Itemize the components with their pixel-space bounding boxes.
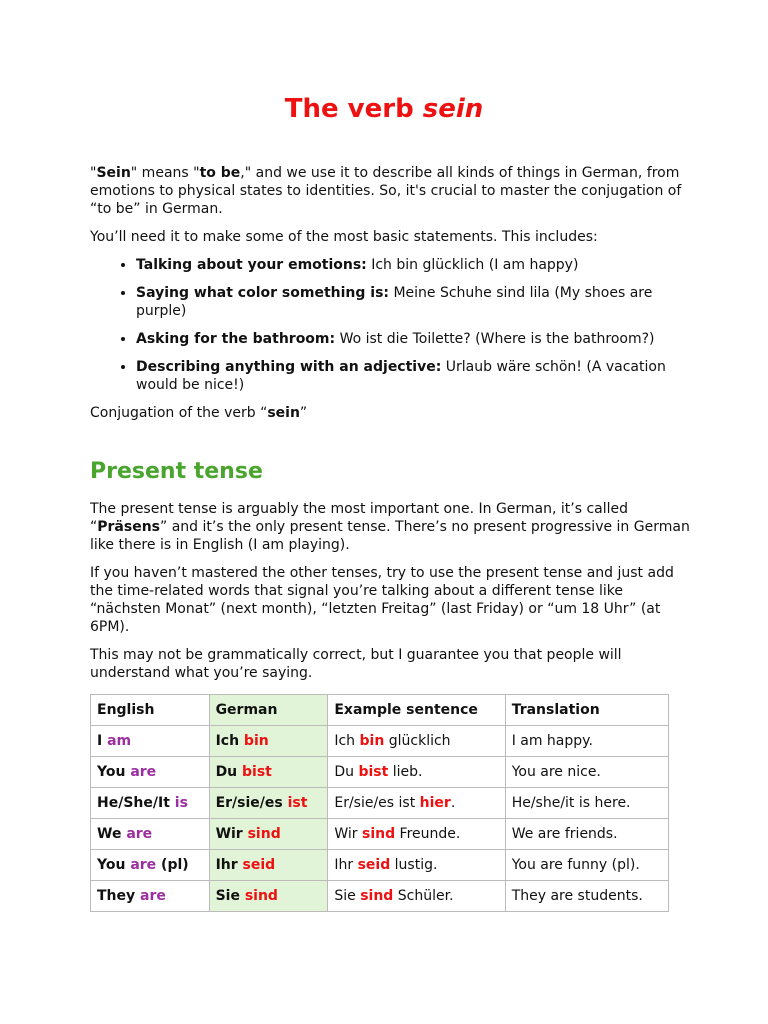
cell-example (328, 881, 505, 912)
intro-sein: Sein (96, 165, 131, 181)
list-item-text: Wo ist die Toilette? (Where is the bathroom?) (335, 331, 655, 347)
cell-english (91, 819, 210, 850)
cell-english (91, 850, 210, 881)
table-row (91, 757, 669, 788)
list-item (136, 256, 690, 274)
p3-b: ” and it’s the only present tense. There’s no present progressive in German like there is in English (I am playing). (90, 519, 690, 553)
example-end: Schüler. (393, 888, 454, 904)
header-translation: Translation (505, 695, 668, 726)
statements-paragraph: You’ll need it to make some of the most basic statements. This includes: (90, 229, 598, 245)
intro-rest: ," and we use it to describe all kinds of things in German, from emotions to physical states to identities. So, it's crucial to master the conjugation of “to be” in German. (90, 165, 682, 217)
list-item (136, 330, 690, 348)
header-example: Example sentence (328, 695, 505, 726)
conj-pre: Conjugation of the verb “ (90, 405, 268, 421)
p3-praesens: Präsens (97, 519, 161, 535)
german-verb: bin (243, 733, 269, 749)
german-verb: bist (242, 764, 272, 780)
cell-translation: You are nice. (505, 757, 668, 788)
english-pronoun: We (97, 826, 122, 842)
header-german: German (209, 695, 328, 726)
header-english: English (91, 695, 210, 726)
german-pronoun: Sie (215, 888, 240, 904)
english-verb: is (174, 795, 188, 811)
example-start: Er/sie/es ist (334, 795, 420, 811)
german-verb: sind (247, 826, 281, 842)
english-pronoun: You (97, 857, 126, 873)
table-row (91, 788, 669, 819)
page-title (0, 92, 768, 126)
example-end: Freunde. (395, 826, 461, 842)
table-row (91, 819, 669, 850)
usage-list (90, 256, 690, 394)
conjugation-line (90, 404, 690, 422)
english-pronoun: They (97, 888, 136, 904)
example-end: . (450, 795, 456, 811)
english-verb: are (130, 764, 157, 780)
cell-english (91, 788, 210, 819)
cell-english (91, 757, 210, 788)
example-start: Wir (334, 826, 362, 842)
german-pronoun: Er/sie/es (215, 795, 283, 811)
example-start: Ich (334, 733, 360, 749)
intro-quote: " (90, 165, 97, 181)
list-item (136, 284, 690, 320)
cell-example (328, 819, 505, 850)
conj-sein: sein (267, 405, 300, 421)
table-row (91, 881, 669, 912)
intro-means: " means " (130, 165, 200, 181)
list-item-text: Urlaub wäre schön! (A vacation would be nice!) (136, 359, 666, 393)
cell-translation: We are friends. (505, 819, 668, 850)
grammar-note-paragraph: This may not be grammatically correct, but I guarantee you that people will understand what you’re saying. (90, 647, 622, 681)
example-end: lustig. (390, 857, 438, 873)
english-extra: (pl) (156, 857, 189, 873)
title-main: The verb (284, 94, 423, 124)
document-body (90, 164, 690, 912)
german-verb: seid (242, 857, 276, 873)
p3-a: The present tense is arguably the most important one. In German, it’s called “ (90, 501, 629, 535)
cell-translation: He/she/it is here. (505, 788, 668, 819)
cell-translation: They are students. (505, 881, 668, 912)
cell-translation: I am happy. (505, 726, 668, 757)
list-item-label: Describing anything with an adjective: (136, 359, 442, 375)
example-end: glücklich (384, 733, 451, 749)
table-row (91, 850, 669, 881)
section-heading: Present tense (90, 459, 263, 484)
cell-english (91, 726, 210, 757)
present-tense-paragraph (90, 500, 690, 554)
example-verb: bist (358, 764, 389, 780)
example-start: Ihr (334, 857, 358, 873)
list-item-label: Asking for the bathroom: (136, 331, 336, 347)
cell-german (209, 819, 328, 850)
english-pronoun: You (97, 764, 126, 780)
table-header-row (91, 695, 669, 726)
example-verb: seid (357, 857, 391, 873)
list-item-label: Talking about your emotions: (136, 257, 367, 273)
list-item-text: Meine Schuhe sind lila (My shoes are purple) (136, 285, 653, 319)
conj-post: ” (299, 405, 308, 421)
conjugation-table (90, 694, 669, 912)
cell-german (209, 881, 328, 912)
example-verb: sind (360, 888, 394, 904)
example-verb: sind (361, 826, 396, 842)
cell-english (91, 881, 210, 912)
english-verb: are (126, 826, 153, 842)
tense-tip-paragraph: If you haven’t mastered the other tenses, try to use the present tense and just add the time-related words that signal you’re talking about a different tense like “nächsten Monat” (next month), “letzten Freitag” (last Friday) or “um 18 Uhr” (at 6PM). (90, 565, 674, 635)
list-item (136, 358, 690, 394)
english-verb: am (107, 733, 132, 749)
cell-example (328, 850, 505, 881)
table-row (91, 726, 669, 757)
cell-example (328, 757, 505, 788)
intro-paragraph (90, 164, 690, 218)
english-verb: are (130, 857, 157, 873)
english-pronoun: I (97, 733, 103, 749)
list-item-text: Ich bin glücklich (I am happy) (366, 257, 579, 273)
example-start: Du (334, 764, 359, 780)
german-pronoun: Wir (215, 826, 243, 842)
cell-translation: You are funny (pl). (505, 850, 668, 881)
cell-german (209, 788, 328, 819)
german-pronoun: Ihr (215, 857, 238, 873)
german-pronoun: Du (215, 764, 238, 780)
title-italic: sein (422, 94, 484, 124)
cell-german (209, 726, 328, 757)
cell-german (209, 850, 328, 881)
intro-to-be: to be (199, 165, 241, 181)
list-item-label: Saying what color something is: (136, 285, 389, 301)
german-verb: sind (244, 888, 278, 904)
example-verb: bin (359, 733, 385, 749)
cell-example (328, 788, 505, 819)
cell-example (328, 726, 505, 757)
cell-german (209, 757, 328, 788)
example-end: lieb. (388, 764, 423, 780)
example-verb: hier (419, 795, 451, 811)
english-verb: are (140, 888, 166, 904)
german-verb: ist (287, 795, 308, 811)
english-pronoun: He/She/It (97, 795, 170, 811)
german-pronoun: Ich (215, 733, 240, 749)
example-start: Sie (334, 888, 361, 904)
